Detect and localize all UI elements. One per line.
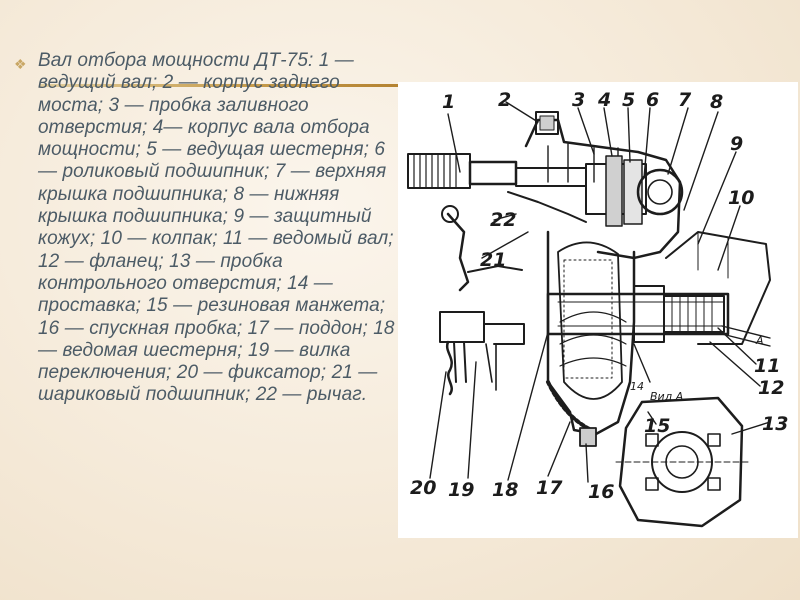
callout-6: 6 [646, 89, 660, 111]
callout-21: 21 [480, 249, 507, 271]
callout-14: 14 [630, 380, 644, 393]
callout-19: 19 [448, 479, 475, 501]
callout-4: 4 [598, 89, 612, 111]
callout-11: 11 [754, 355, 781, 377]
callout-17: 17 [536, 477, 563, 499]
callout-7: 7 [678, 89, 692, 111]
callout-5: 5 [622, 89, 636, 111]
callout-8: 8 [710, 91, 724, 113]
pto-technical-drawing [398, 82, 798, 538]
section-a-label: А [756, 334, 764, 347]
callout-12: 12 [758, 377, 785, 399]
callout-20: 20 [410, 477, 437, 499]
callout-2: 2 [498, 89, 512, 111]
callout-10: 10 [728, 187, 755, 209]
callout-22: 22 [490, 209, 517, 231]
callout-9: 9 [730, 133, 744, 155]
callout-16: 16 [588, 481, 615, 503]
view-a-label: Вид А [650, 390, 684, 403]
ornament-bullet-icon: ❖ [14, 56, 27, 72]
callout-1: 1 [442, 91, 456, 113]
diagram-caption: Вал отбора мощности ДТ-75: 1 — ведущий вал; 2 — корпус заднего моста; 3 — пробка заливного отверстия; 4— корпус вала отбора мощности; 5 — ведущая шестерня; 6 — роликовый подшипник; 7 — верхняя крышка подшипника; 8 — нижняя крышка подшипника; 9 — защитный кожух; 10 — колпак; 11 — ведомый вал; 12 — фланец; 13 — пробка контрольного отверстия; 14 — проставка; 15 — резиновая манжета; 16 — спускная пробка; 17 — поддон; 18 — ведомая шестерня; 19 — вилка переключения; 20 — фиксатор; 21 — шариковый подшипник; 22 — рычаг. [38, 50, 395, 406]
callout-3: 3 [572, 89, 586, 111]
callout-13: 13 [762, 413, 789, 435]
callout-18: 18 [492, 479, 519, 501]
callout-15: 15 [644, 415, 671, 437]
